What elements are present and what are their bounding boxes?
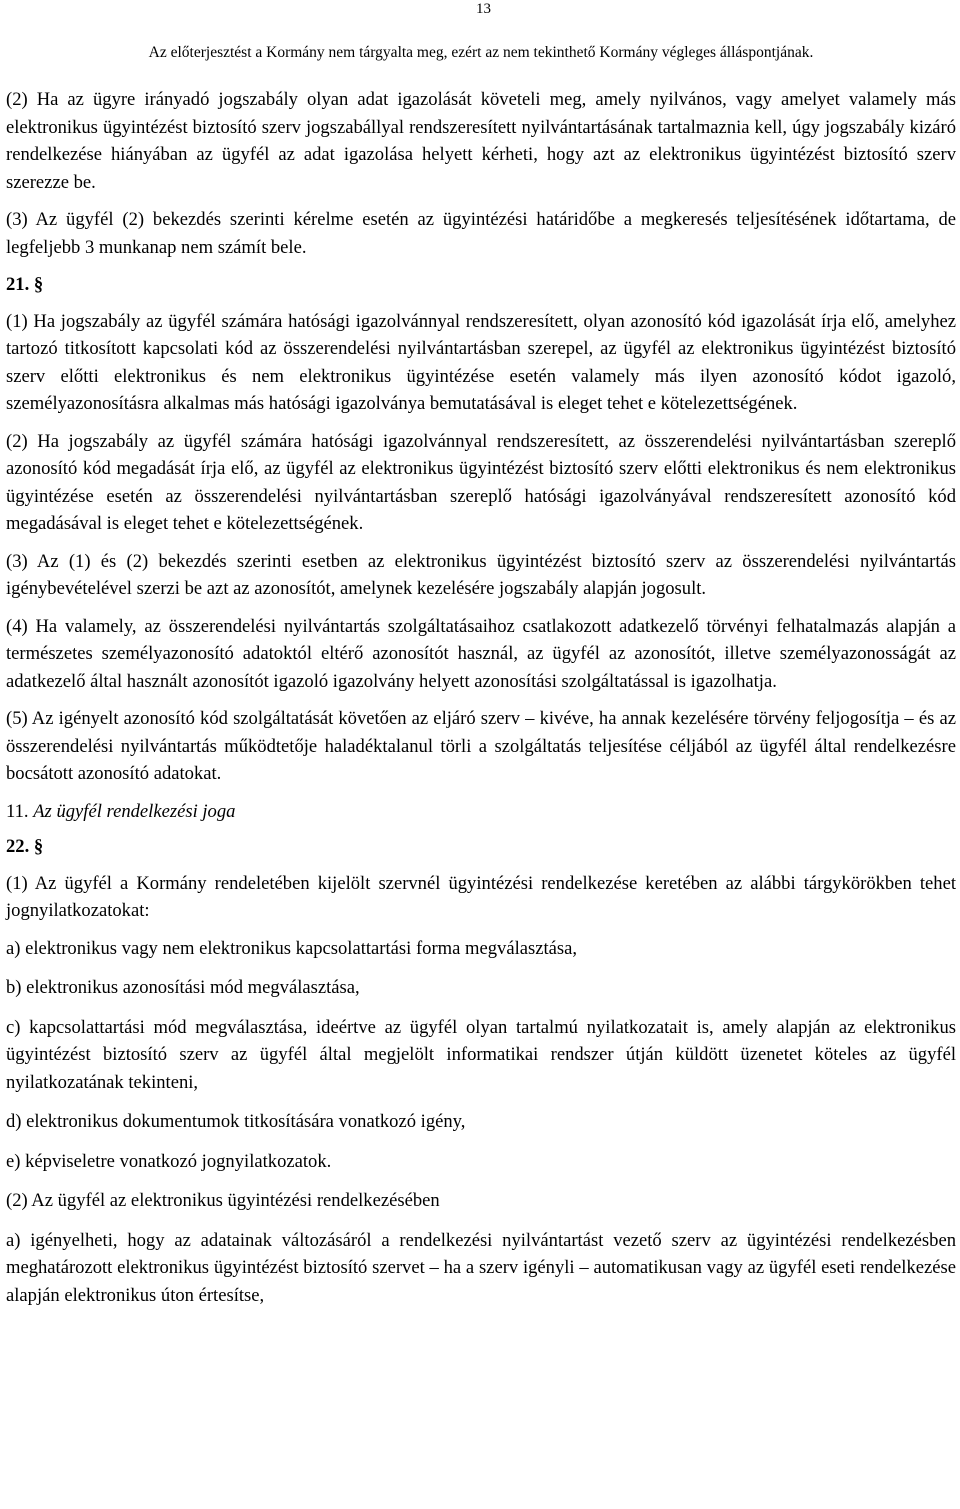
- paragraph-22-1: (1) Az ügyfél a Kormány rendeletében kijelölt szervnél ügyintézési rendelkezése keretében az alábbi tárgykörökben tehet jognyilatkozatokat:: [6, 872, 956, 921]
- list-item-22-2-a: a) igényelheti, hogy az adatainak változásáról a rendelkezési nyilvántartást vezető szerv az ügyintézési rendelkezésben meghatározott elektronikus ügyintézést biztosító szervet – ha a szerv igényli – automatikusan vagy az ügyfél eseti rendelkezése alapján elektronikus úton értesítse,: [6, 1229, 956, 1306]
- section-22-heading: 22. §: [6, 836, 44, 857]
- chapter-title: Az ügyfél rendelkezési joga: [33, 800, 236, 822]
- section-21-heading: 21. §: [6, 274, 44, 295]
- paragraph-21-4: (4) Ha valamely, az összerendelési nyilvántartás szolgáltatásaihoz csatlakozott adatkezelő törvényi felhatalmazás alapján a természetes személyazonosító adatoktól eltérő azonosítót használ, az ügyfél az azonosítót, illetve személyazonosságát az adatkezelő által használt azonosítót igazoló igazolvány helyett azonosítási szolgáltatással is igazolhatja.: [6, 615, 956, 692]
- disclaimer-header: Az előterjesztést a Kormány nem tárgyalta meg, ezért az nem tekinthető Kormány végleges álláspontjának.: [148, 44, 814, 61]
- paragraph-21-2: (2) Ha jogszabály az ügyfél számára hatósági igazolvánnyal rendszeresített, az összerendelési nyilvántartásban szereplő azonosító kód megadását írja elő, az ügyfél az elektronikus ügyintézést biztosító szerv előtti elektronikus és nem elektronikus ügyintézése esetén az összerendelési nyilvántartásban szereplő hatósági igazolványával rendszeresített azonosító kód megadásával is eleget tehet e kötelezettségének.: [6, 430, 956, 534]
- list-item-22-1-b: b) elektronikus azonosítási mód megválasztása,: [6, 977, 360, 998]
- paragraph-20-3: (3) Az ügyfél (2) bekezdés szerinti kérelme esetén az ügyintézési határidőbe a megkeresés teljesítésének időtartama, de legfeljebb 3 munkanap nem számít bele.: [6, 209, 956, 258]
- paragraph-22-2: (2) Az ügyfél az elektronikus ügyintézési rendelkezésében: [6, 1190, 440, 1211]
- document-body: [6, 86, 956, 1319]
- paragraph-21-1: (1) Ha jogszabály az ügyfél számára hatósági igazolvánnyal rendszeresített, olyan azonosító kód igazolását írja elő, amelyhez tartozó titkosított kapcsolati kód az összerendelési nyilvántartásban szerepel, az ügyfél az elektronikus ügyintézést biztosító szerv előtti elektronikus és nem elektronikus ügyintézése esetén valamely más ilyen azonosító kódot igazoló, személyazonosításra alkalmas más hatósági igazolványa bemutatásával is eleget tehet e kötelezettségének.: [6, 310, 956, 414]
- page-number: 13: [476, 1, 491, 17]
- paragraph-21-5: (5) Az igényelt azonosító kód szolgáltatását követően az eljáró szerv – kivéve, ha annak kezelésére törvény feljogosítja – és az összerendelési nyilvántartás működtetője haladéktalanul törli a szolgáltatás teljesítése céljából az ügyfél által rendelkezésre bocsátott azonosító adatokat.: [6, 708, 956, 784]
- paragraph-21-3: (3) Az (1) és (2) bekezdés szerinti esetben az elektronikus ügyintézést biztosító szerv az összerendelési nyilvántartás igénybevételével szerzi be azt az azonosítót, amelynek kezelésére jogszabály alapján jogosult.: [6, 550, 956, 599]
- list-item-22-1-a: a) elektronikus vagy nem elektronikus kapcsolattartási forma megválasztása,: [6, 937, 578, 959]
- chapter-11-heading: [6, 798, 956, 826]
- list-item-22-1-c: c) kapcsolattartási mód megválasztása, ideértve az ügyfél olyan tartalmú nyilatkozatait is, amely alapján az elektronikus ügyintézést biztosító szerv az ügyfél által megjelölt informatikai rendszer útján küldött üzenetet köteles az ügyfél nyilatkozatának tekinteni,: [6, 1016, 956, 1093]
- list-item-22-1-e: e) képviseletre vonatkozó jognyilatkozatok.: [6, 1150, 332, 1172]
- list-item-22-1-d: d) elektronikus dokumentumok titkosítására vonatkozó igény,: [6, 1111, 466, 1132]
- paragraph-20-2: (2) Ha az ügyre irányadó jogszabály olyan adat igazolását követeli meg, amely nyilvános, vagy amelyet valamely más elektronikus ügyintézést biztosító szerv jogszabállyal rendszeresített nyilvántartásának tartalmaznia kell, úgy jogszabály kizáró rendelkezése hiányában az ügyfél az adat igazolása helyett kérheti, hogy azt az elektronikus ügyintézést biztosító szerv szerezze be.: [6, 89, 956, 193]
- document-page: [6, 0, 956, 1509]
- chapter-number: 11.: [6, 800, 34, 822]
